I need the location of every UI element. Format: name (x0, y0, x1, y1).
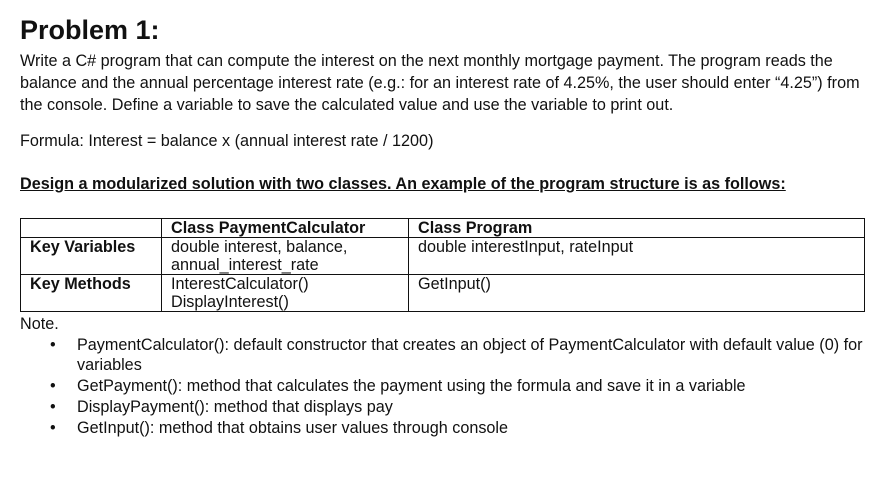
list-item (50, 335, 870, 375)
bullet-icon: • (50, 398, 56, 416)
note-text: PaymentCalculator(): default constructor that creates an object of PaymentCalculator with default value (0) for variables (77, 336, 863, 374)
header-empty-cell (21, 219, 162, 238)
note-text: DisplayPayment(): method that displays pay (77, 398, 393, 416)
row-label-key-methods: Key Methods (21, 275, 162, 312)
program-methods-cell (409, 275, 865, 312)
list-item (50, 397, 870, 417)
program-variables-cell (409, 238, 865, 275)
calculator-variables-line: double interest, balance, (171, 238, 348, 256)
program-variables-line: double interestInput, rateInput (418, 238, 634, 256)
calculator-variables-cell (162, 238, 409, 275)
row-label-key-variables: Key Variables (21, 238, 162, 275)
header-program: Class Program (409, 219, 865, 238)
bullet-icon: • (50, 419, 56, 437)
note-text: GetPayment(): method that calculates the payment using the formula and save it in a variable (77, 377, 746, 395)
notes-list (20, 335, 870, 438)
formula-text: Formula: Interest = balance x (annual interest rate / 1200) (20, 132, 434, 150)
calculator-variables-line: annual_interest_rate (171, 256, 319, 274)
calculator-methods-line: InterestCalculator() (171, 275, 309, 293)
program-methods-line: GetInput() (418, 275, 491, 293)
calculator-methods-cell (162, 275, 409, 312)
list-item (50, 376, 870, 396)
bullet-icon: • (50, 336, 56, 354)
note-label: Note. (20, 315, 59, 333)
problem-description: Write a C# program that can compute the interest on the next monthly mortgage payment. The program reads the balance and the annual percentage interest rate (e.g.: for an interest rate of 4.25%, the user should enter “4.25”) from the console. Define a variable to save the calculated value and use the variable to print out. (20, 52, 860, 114)
calculator-methods-line: DisplayInterest() (171, 293, 289, 311)
bullet-icon: • (50, 377, 56, 395)
header-payment-calculator: Class PaymentCalculator (162, 219, 409, 238)
list-item (50, 418, 870, 438)
table-header-row (21, 219, 865, 238)
note-text: GetInput(): method that obtains user values through console (77, 419, 509, 437)
table-row (21, 275, 865, 312)
problem-title: Problem 1: (20, 15, 160, 45)
program-structure-table (20, 218, 865, 312)
table-row (21, 238, 865, 275)
design-heading: Design a modularized solution with two classes. An example of the program structure is as follows: (20, 175, 786, 193)
